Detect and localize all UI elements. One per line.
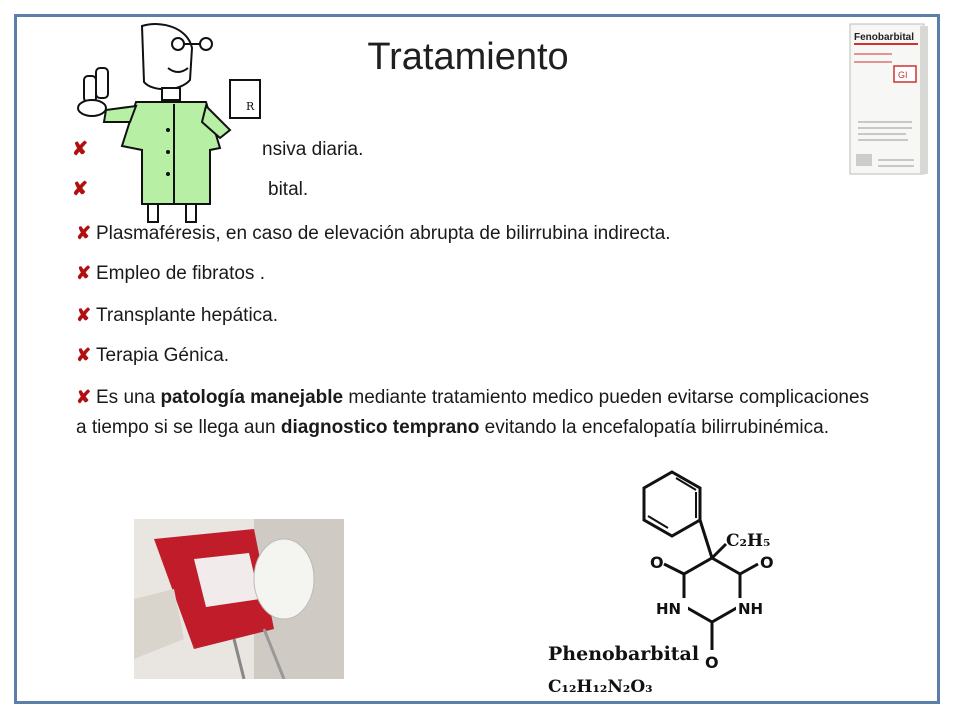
bullet-marker-icon: ✘ — [76, 345, 92, 365]
bullet-1-marker: ✘ — [72, 139, 88, 160]
blood-bag-photo — [134, 519, 344, 679]
hn-label: HN — [656, 600, 682, 618]
bullet-marker-icon: ✘ — [76, 387, 92, 407]
doctor-cartoon — [70, 18, 270, 224]
phenobarbital-structure — [540, 466, 800, 702]
o-left: O — [650, 553, 664, 572]
bullet-marker-icon: ✘ — [76, 305, 92, 325]
clipboard-mark: R — [246, 100, 255, 113]
substituent-label: C₂H₅ — [726, 531, 771, 551]
nh-label: NH — [738, 600, 764, 618]
bullet-7: ✘ Es una patología manejable mediante tratamiento medico pueden evitarse complicaciones a tiempo si se llega aun diagnostico temprano evitando la encefalopatía bilirrubinémica. — [76, 382, 876, 443]
box-label: Fenobarbital — [854, 32, 915, 43]
bullet-2-text: bital. — [268, 179, 309, 200]
box-badge: GI — [898, 70, 908, 80]
o-right: O — [760, 553, 774, 572]
bullet-1-text: nsiva diaria. — [262, 139, 364, 160]
bullet-marker-icon: ✘ — [76, 263, 92, 283]
slide-title: Tratamiento — [367, 36, 569, 78]
fenobarbital-box-image — [848, 22, 930, 178]
bullet-4: ✘ Empleo de fibratos . — [76, 258, 265, 289]
bullet-5: ✘ Transplante hepática. — [76, 300, 278, 331]
o-bottom: O — [705, 653, 719, 672]
compound-formula: C₁₂H₁₂N₂O₃ — [548, 677, 653, 697]
bullet-6: ✘ Terapia Génica. — [76, 340, 229, 371]
bullet-3: ✘ Plasmaféresis, en caso de elevación abrupta de bilirrubina indirecta. — [76, 218, 671, 249]
compound-name: Phenobarbital — [548, 643, 700, 665]
bullet-2-marker: ✘ — [72, 179, 88, 200]
bullet-marker-icon: ✘ — [76, 223, 92, 243]
